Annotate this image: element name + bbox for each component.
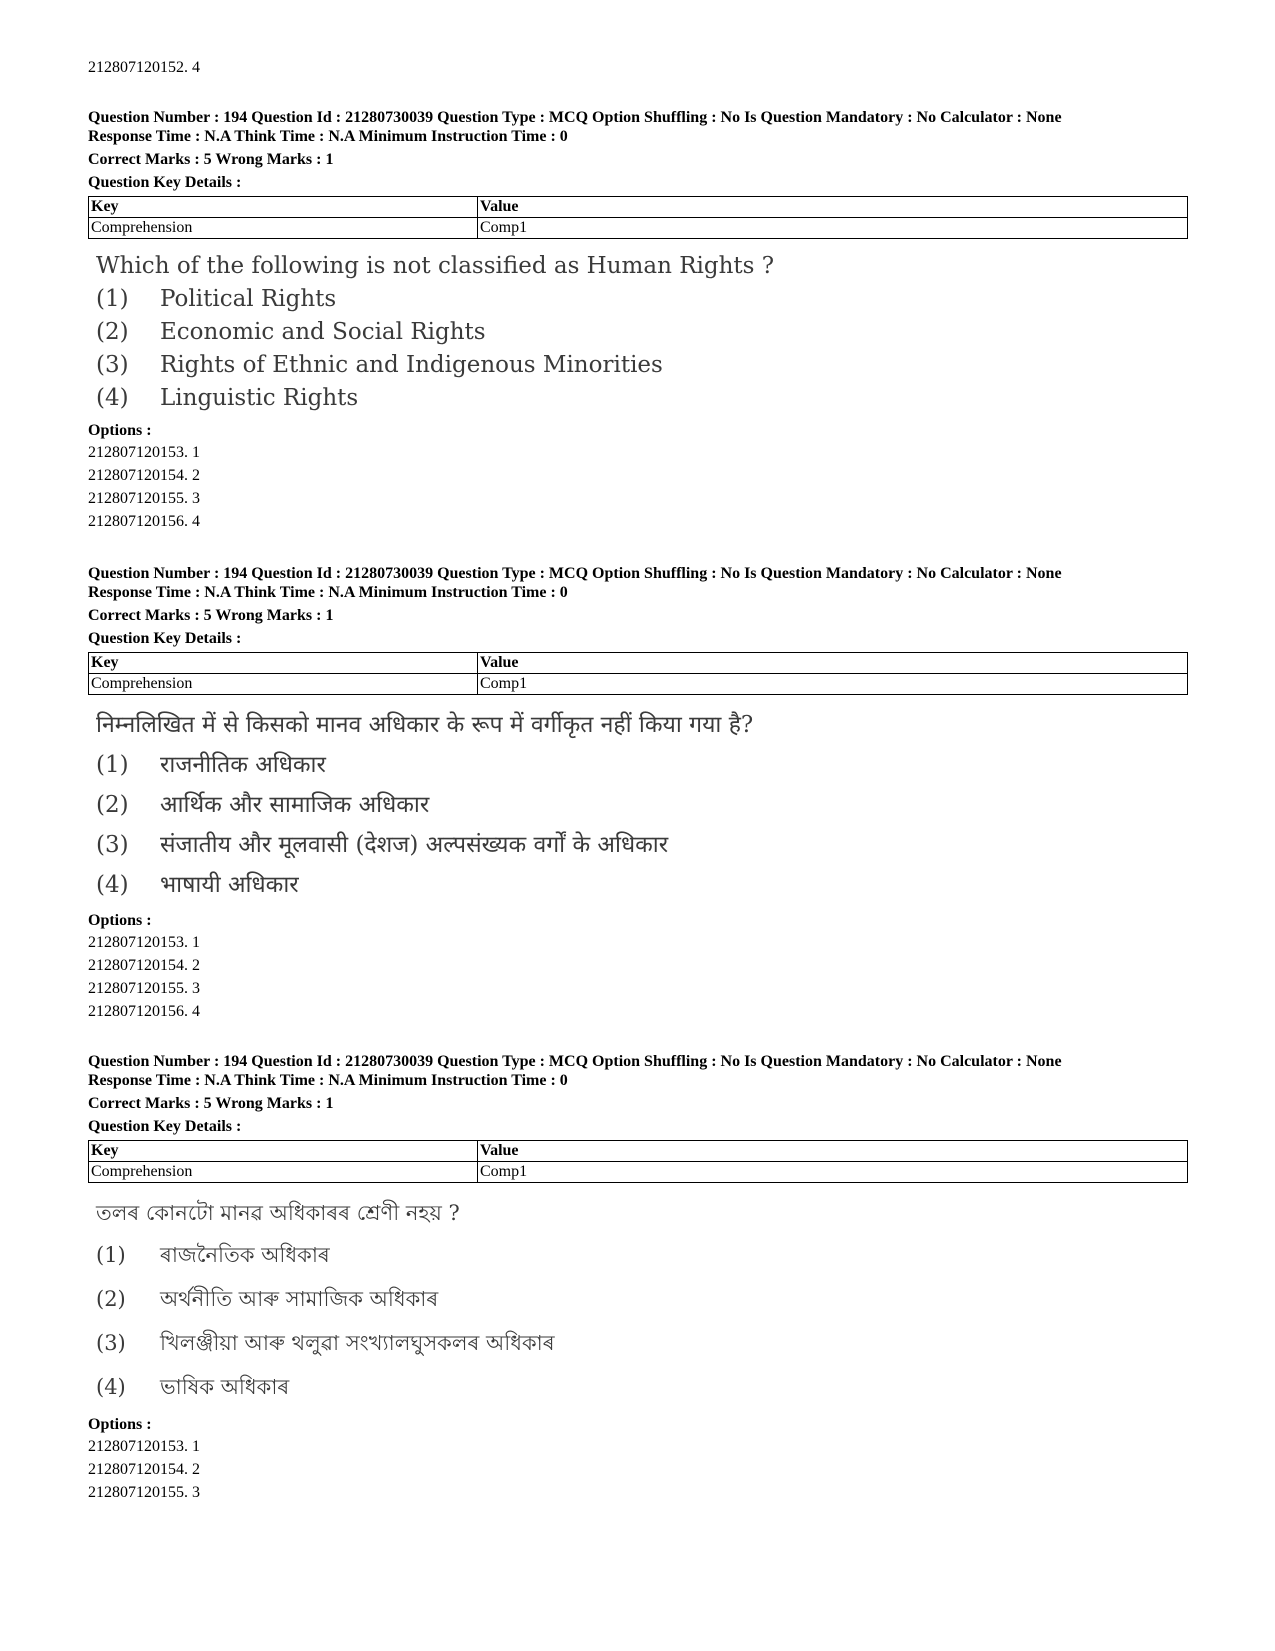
options-label: Options : [88, 422, 152, 439]
choice-item [96, 865, 1188, 905]
choice-text: Political Rights [160, 286, 337, 312]
question-image-text [96, 251, 1188, 415]
choice-item [96, 283, 1188, 316]
question-text: তলৰ কোনটো মানৱ অধিকাৰৰ শ্ৰেণী নহয় ? [96, 1201, 460, 1225]
choice-item [96, 349, 1188, 382]
option-id: 212807120154. 2 [88, 467, 200, 484]
choice-item [96, 785, 1188, 825]
choice-item [96, 382, 1188, 415]
options-label: Options : [88, 912, 152, 929]
marks-line: Correct Marks : 5 Wrong Marks : 1 [88, 607, 334, 624]
table-row [89, 218, 1188, 239]
table-cell-key: Comprehension [89, 674, 478, 695]
question-image-text [96, 1195, 1188, 1409]
question-meta-line1: Question Number : 194 Question Id : 21280730039 Question Type : MCQ Option Shuffling : No Is Question Mandatory : No Calculator : None [88, 109, 1062, 126]
table-cell-value: Comp1 [478, 1162, 1188, 1183]
choice-number: (4) [96, 385, 129, 411]
table-header-key: Key [89, 1141, 478, 1162]
question-block-hindi [88, 564, 1188, 1023]
choice-number: (2) [96, 792, 129, 818]
choice-item [96, 1277, 1188, 1321]
table-header-key: Key [89, 197, 478, 218]
choice-number: (2) [96, 319, 129, 345]
choice-text: Economic and Social Rights [160, 319, 486, 345]
key-details-table [88, 1140, 1188, 1183]
choice-text: राजनीतिक अधिकार [160, 752, 326, 778]
option-id: 212807120156. 4 [88, 1003, 200, 1020]
table-header-value: Value [478, 1141, 1188, 1162]
question-meta-line1: Question Number : 194 Question Id : 21280730039 Question Type : MCQ Option Shuffling : No Is Question Mandatory : No Calculator : None [88, 1053, 1062, 1070]
marks-line: Correct Marks : 5 Wrong Marks : 1 [88, 1095, 334, 1112]
choice-item [96, 1321, 1188, 1365]
key-details-table [88, 652, 1188, 695]
choice-number: (3) [96, 832, 129, 858]
table-header-value: Value [478, 197, 1188, 218]
question-text: Which of the following is not classified as Human Rights ? [96, 253, 775, 279]
option-id: 212807120154. 2 [88, 957, 200, 974]
table-cell-key: Comprehension [89, 218, 478, 239]
table-header-value: Value [478, 653, 1188, 674]
table-cell-value: Comp1 [478, 218, 1188, 239]
option-id: 212807120154. 2 [88, 1461, 200, 1478]
choice-text: ৰাজনৈতিক অধিকাৰ [160, 1243, 330, 1267]
key-details-label: Question Key Details : [88, 630, 242, 647]
option-id: 212807120153. 1 [88, 1438, 200, 1455]
choice-number: (1) [96, 1243, 126, 1267]
choice-item [96, 745, 1188, 785]
question-meta-line2: Response Time : N.A Think Time : N.A Minimum Instruction Time : 0 [88, 128, 568, 145]
choice-text: Rights of Ethnic and Indigenous Minorities [160, 352, 663, 378]
choice-text: भाषायी अधिकार [160, 872, 299, 898]
marks-line: Correct Marks : 5 Wrong Marks : 1 [88, 151, 334, 168]
choice-text: অৰ্থনীতি আৰু সামাজিক অধিকাৰ [160, 1287, 439, 1311]
choice-item [96, 1233, 1188, 1277]
question-image-text [96, 707, 1188, 905]
key-details-label: Question Key Details : [88, 1118, 242, 1135]
question-meta-line2: Response Time : N.A Think Time : N.A Minimum Instruction Time : 0 [88, 1072, 568, 1089]
choice-text: संजातीय और मूलवासी (देशज) अल्पसंख्यक वर्गों के अधिकार [160, 832, 669, 858]
option-id: 212807120153. 1 [88, 934, 200, 951]
table-row [89, 674, 1188, 695]
table-row [89, 1162, 1188, 1183]
options-label: Options : [88, 1416, 152, 1433]
option-id: 212807120155. 3 [88, 490, 200, 507]
choice-item [96, 825, 1188, 865]
choice-text: Linguistic Rights [160, 385, 359, 411]
question-block-assamese [88, 1052, 1188, 1504]
choice-text: ভাষিক অধিকাৰ [160, 1375, 290, 1399]
table-header-row [89, 1141, 1188, 1162]
choice-item [96, 1365, 1188, 1409]
choice-number: (2) [96, 1287, 126, 1311]
option-id: 212807120156. 4 [88, 513, 200, 530]
choice-number: (1) [96, 286, 129, 312]
question-meta-line1: Question Number : 194 Question Id : 21280730039 Question Type : MCQ Option Shuffling : No Is Question Mandatory : No Calculator : None [88, 565, 1062, 582]
key-details-label: Question Key Details : [88, 174, 242, 191]
choice-number: (4) [96, 1375, 126, 1399]
table-header-row [89, 653, 1188, 674]
option-id: 212807120155. 3 [88, 980, 200, 997]
choice-number: (3) [96, 352, 129, 378]
page-header-option-id: 212807120152. 4 [88, 59, 200, 76]
table-cell-key: Comprehension [89, 1162, 478, 1183]
choice-number: (4) [96, 872, 129, 898]
question-text: निम्नलिखित में से किसको मानव अधिकार के रूप में वर्गीकृत नहीं किया गया है? [96, 712, 754, 738]
option-id: 212807120155. 3 [88, 1484, 200, 1501]
table-header-row [89, 197, 1188, 218]
question-block-english [88, 108, 1188, 533]
choice-text: आर्थिक और सामाजिक अधिकार [160, 792, 430, 818]
question-meta-line2: Response Time : N.A Think Time : N.A Minimum Instruction Time : 0 [88, 584, 568, 601]
choice-number: (1) [96, 752, 129, 778]
choice-item [96, 316, 1188, 349]
option-id: 212807120153. 1 [88, 444, 200, 461]
choice-text: খিলঞ্জীয়া আৰু থলুৱা সংখ্যালঘুসকলৰ অধিকাৰ [160, 1331, 555, 1355]
table-header-key: Key [89, 653, 478, 674]
choice-number: (3) [96, 1331, 126, 1355]
key-details-table [88, 196, 1188, 239]
table-cell-value: Comp1 [478, 674, 1188, 695]
